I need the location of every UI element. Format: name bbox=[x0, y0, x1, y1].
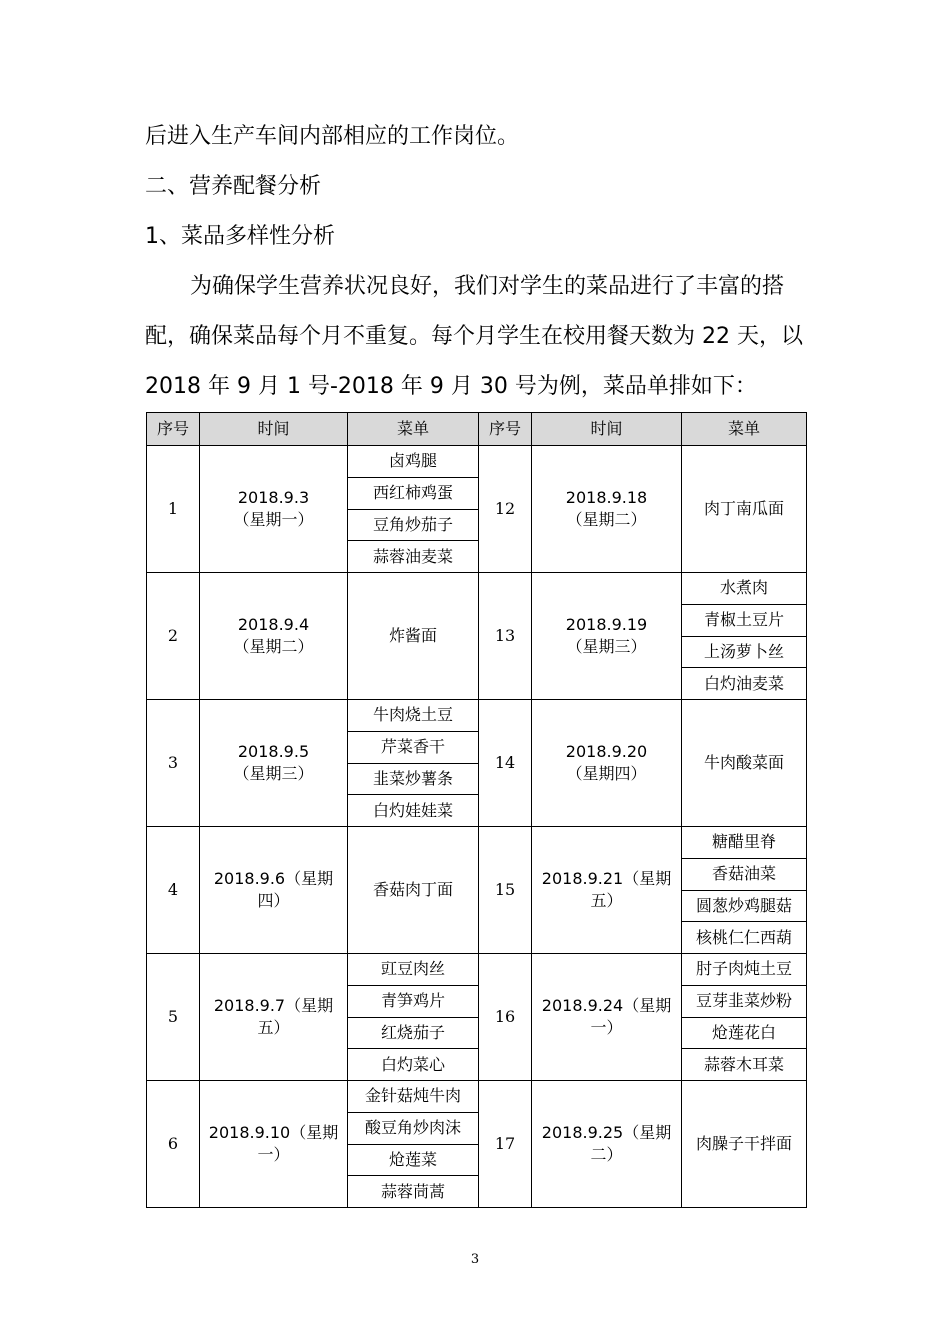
dish-cell: 芹菜香干 bbox=[348, 731, 479, 763]
dish-cell: 香菇肉丁面 bbox=[348, 827, 479, 954]
table-row bbox=[147, 954, 807, 986]
date-cell bbox=[532, 1081, 682, 1208]
date-cell bbox=[532, 827, 682, 954]
sequence-number-cell: 12 bbox=[479, 446, 532, 573]
sequence-number-cell: 1 bbox=[147, 446, 200, 573]
date-cell bbox=[532, 446, 682, 573]
date-line-2: 一） bbox=[590, 1018, 623, 1037]
dish-cell: 水煮肉 bbox=[682, 573, 807, 605]
date-line-2: 四） bbox=[257, 891, 290, 910]
dish-cell: 白灼油麦菜 bbox=[682, 668, 807, 700]
sequence-number-cell: 4 bbox=[147, 827, 200, 954]
dish-cell: 豇豆肉丝 bbox=[348, 954, 479, 986]
table-header-row bbox=[147, 413, 807, 446]
date-line-2: （星期二） bbox=[566, 510, 647, 529]
date-line-2: 二） bbox=[590, 1145, 623, 1164]
sequence-number-cell: 5 bbox=[147, 954, 200, 1081]
dish-cell: 肘子肉炖土豆 bbox=[682, 954, 807, 986]
dish-cell: 豆芽韭菜炒粉 bbox=[682, 985, 807, 1017]
dish-cell: 核桃仁仁西葫 bbox=[682, 922, 807, 954]
subsection-heading: 1、菜品多样性分析 bbox=[145, 224, 335, 249]
date-cell bbox=[200, 827, 348, 954]
dish-cell: 豆角炒茄子 bbox=[348, 509, 479, 541]
page-number: 3 bbox=[470, 1252, 480, 1267]
table-row bbox=[147, 827, 807, 859]
date-line-1: 2018.9.10（星期 bbox=[208, 1123, 339, 1142]
date-cell bbox=[200, 446, 348, 573]
dish-cell: 西红柿鸡蛋 bbox=[348, 477, 479, 509]
menu-table bbox=[146, 412, 807, 1208]
date-cell bbox=[200, 573, 348, 700]
date-cell bbox=[200, 1081, 348, 1208]
date-line-1: 2018.9.24（星期 bbox=[541, 996, 672, 1015]
dish-cell: 肉臊子干拌面 bbox=[682, 1081, 807, 1208]
dish-cell: 白灼娃娃菜 bbox=[348, 795, 479, 827]
dish-cell: 炝莲菜 bbox=[348, 1144, 479, 1176]
sequence-number-cell: 6 bbox=[147, 1081, 200, 1208]
sequence-number-cell: 15 bbox=[479, 827, 532, 954]
dish-cell: 香菇油菜 bbox=[682, 858, 807, 890]
date-cell bbox=[200, 700, 348, 827]
dish-cell: 青笋鸡片 bbox=[348, 985, 479, 1017]
date-line-2: （星期三） bbox=[566, 637, 647, 656]
date-line-2: （星期四） bbox=[566, 764, 647, 783]
date-cell bbox=[532, 954, 682, 1081]
date-line-2: 五） bbox=[590, 891, 623, 910]
date-line-2: 一） bbox=[257, 1145, 290, 1164]
dish-cell: 肉丁南瓜面 bbox=[682, 446, 807, 573]
dish-cell: 炝莲花白 bbox=[682, 1017, 807, 1049]
date-cell bbox=[532, 700, 682, 827]
dish-cell: 蒜蓉茼蒿 bbox=[348, 1176, 479, 1208]
sequence-number-cell: 17 bbox=[479, 1081, 532, 1208]
date-line-1: 2018.9.3 bbox=[237, 488, 310, 507]
body-paragraph-line-1: 为确保学生营养状况良好，我们对学生的菜品进行了丰富的搭 bbox=[190, 274, 785, 299]
date-line-1: 2018.9.21（星期 bbox=[541, 869, 672, 888]
dish-cell: 蒜蓉油麦菜 bbox=[348, 541, 479, 573]
body-paragraph-line-3: 2018 年 9 月 1 号-2018 年 9 月 30 号为例，菜品单排如下： bbox=[145, 374, 757, 399]
date-line-1: 2018.9.19 bbox=[565, 615, 648, 634]
header-seq: 序号 bbox=[479, 413, 532, 446]
date-line-1: 2018.9.7（星期 bbox=[213, 996, 334, 1015]
table-row bbox=[147, 446, 807, 478]
date-line-2: 五） bbox=[257, 1018, 290, 1037]
dish-cell: 酸豆角炒肉沫 bbox=[348, 1112, 479, 1144]
section-heading: 二、营养配餐分析 bbox=[145, 174, 322, 199]
sequence-number-cell: 13 bbox=[479, 573, 532, 700]
dish-cell: 金针菇炖牛肉 bbox=[348, 1081, 479, 1113]
sequence-number-cell: 16 bbox=[479, 954, 532, 1081]
dish-cell: 韭菜炒薯条 bbox=[348, 763, 479, 795]
paragraph-continuation: 后进入生产车间内部相应的工作岗位。 bbox=[145, 124, 520, 149]
dish-cell: 卤鸡腿 bbox=[348, 446, 479, 478]
date-line-1: 2018.9.25（星期 bbox=[541, 1123, 672, 1142]
sequence-number-cell: 14 bbox=[479, 700, 532, 827]
body-paragraph-line-2: 配，确保菜品每个月不重复。每个月学生在校用餐天数为 22 天，以 bbox=[145, 324, 803, 349]
sequence-number-cell: 2 bbox=[147, 573, 200, 700]
table-row bbox=[147, 573, 807, 605]
date-line-2: （星期一） bbox=[233, 510, 314, 529]
dish-cell: 炸酱面 bbox=[348, 573, 479, 700]
dish-cell: 圆葱炒鸡腿菇 bbox=[682, 890, 807, 922]
date-cell bbox=[532, 573, 682, 700]
dish-cell: 牛肉烧土豆 bbox=[348, 700, 479, 732]
dish-cell: 上汤萝卜丝 bbox=[682, 636, 807, 668]
dish-cell: 白灼菜心 bbox=[348, 1049, 479, 1081]
date-line-2: （星期三） bbox=[233, 764, 314, 783]
date-cell bbox=[200, 954, 348, 1081]
dish-cell: 牛肉酸菜面 bbox=[682, 700, 807, 827]
date-line-1: 2018.9.20 bbox=[565, 742, 648, 761]
dish-cell: 糖醋里脊 bbox=[682, 827, 807, 859]
table-row bbox=[147, 1081, 807, 1113]
dish-cell: 蒜蓉木耳菜 bbox=[682, 1049, 807, 1081]
date-line-1: 2018.9.6（星期 bbox=[213, 869, 334, 888]
dish-cell: 红烧茄子 bbox=[348, 1017, 479, 1049]
table-body bbox=[147, 446, 807, 1208]
table-row bbox=[147, 700, 807, 732]
date-line-1: 2018.9.5 bbox=[237, 742, 310, 761]
sequence-number-cell: 3 bbox=[147, 700, 200, 827]
header-seq: 序号 bbox=[147, 413, 200, 446]
date-line-2: （星期二） bbox=[233, 637, 314, 656]
header-date: 时间 bbox=[532, 413, 682, 446]
date-line-1: 2018.9.18 bbox=[565, 488, 648, 507]
header-date: 时间 bbox=[200, 413, 348, 446]
dish-cell: 青椒土豆片 bbox=[682, 604, 807, 636]
header-menu: 菜单 bbox=[348, 413, 479, 446]
header-menu: 菜单 bbox=[682, 413, 807, 446]
date-line-1: 2018.9.4 bbox=[237, 615, 310, 634]
